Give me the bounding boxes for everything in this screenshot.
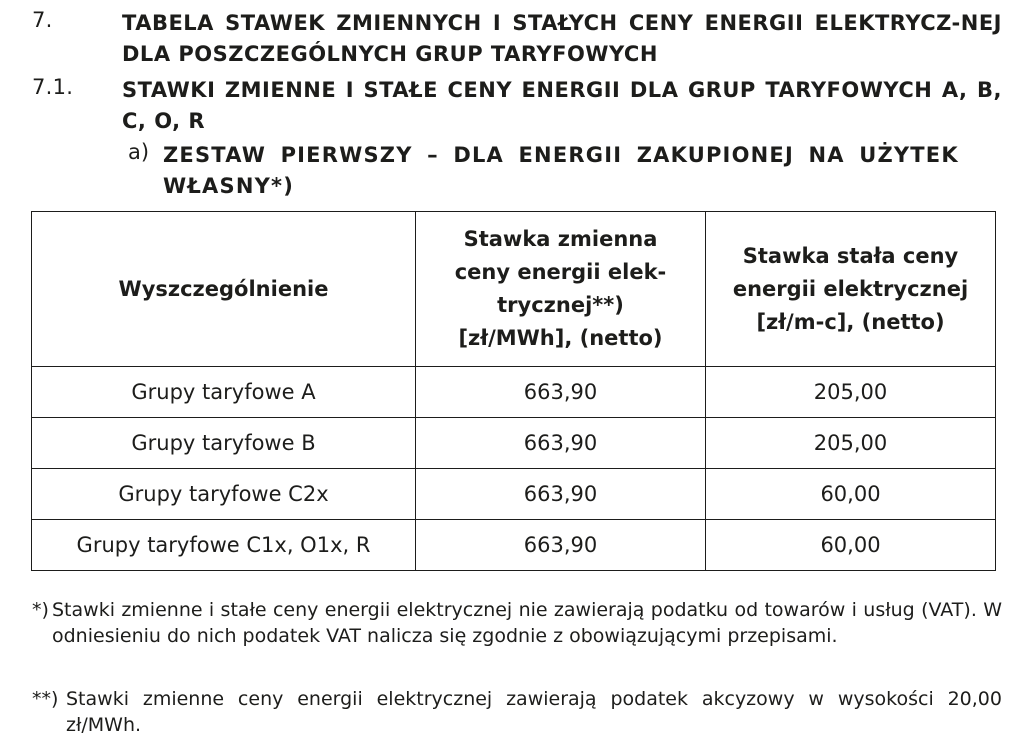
footnote-text: Stawki zmienne ceny energii elektrycznej zawierają podatek akcyzowy w wysokości 20,00 zł/MWh. (66, 688, 1002, 736)
group-name-cell: Grupy taryfowe B (32, 418, 416, 469)
variable-rate-cell: 663,90 (416, 469, 706, 520)
variable-rate-cell: 663,90 (416, 520, 706, 571)
table-header-row (32, 212, 996, 367)
set-title: ZESTAW PIERWSZY – DLA ENERGII ZAKUPIONEJ NA UŻYTEK WŁASNY*) (163, 143, 959, 198)
table-row (32, 520, 996, 571)
set-label: a) (128, 140, 150, 164)
group-name-cell: Grupy taryfowe C2x (32, 469, 416, 520)
fixed-rate-cell: 205,00 (706, 367, 996, 418)
subsection-number: 7.1. (32, 75, 74, 99)
header-variable-rate: Stawka zmienna ceny energii elek-trycznej**) [zł/MWh], (netto) (416, 212, 706, 367)
table-row (32, 418, 996, 469)
variable-rate-cell: 663,90 (416, 418, 706, 469)
section-title: TABELA STAWEK ZMIENNYCH I STAŁYCH CENY ENERGII ELEKTRYCZ-NEJ DLA POSZCZEGÓLNYCH GRUP TARYFOWYCH (122, 11, 1002, 66)
fixed-rate-cell: 205,00 (706, 418, 996, 469)
fixed-rate-cell: 60,00 (706, 520, 996, 571)
group-name-cell: Grupy taryfowe C1x, O1x, R (32, 520, 416, 571)
section-number: 7. (32, 8, 53, 32)
variable-rate-cell: 663,90 (416, 367, 706, 418)
footnote-mark: *) (32, 599, 49, 621)
fixed-rate-cell: 60,00 (706, 469, 996, 520)
group-name-cell: Grupy taryfowe A (32, 367, 416, 418)
header-fixed-rate: Stawka stała ceny energii elektrycznej [zł/m-c], (netto) (706, 212, 996, 367)
subsection-title: STAWKI ZMIENNE I STAŁE CENY ENERGII DLA GRUP TARYFOWYCH A, B, C, O, R (122, 78, 1002, 133)
table-row (32, 367, 996, 418)
table-row (32, 469, 996, 520)
footnote-text: Stawki zmienne i stałe ceny energii elektrycznej nie zawierają podatku od towarów i usług (VAT). W odniesieniu do nich podatek VAT nalicza się zgodnie z obowiązującymi przepisami. (52, 599, 1002, 647)
header-description: Wyszczególnienie (32, 212, 416, 367)
footnote-mark: **) (32, 688, 59, 710)
rates-table (31, 211, 996, 571)
